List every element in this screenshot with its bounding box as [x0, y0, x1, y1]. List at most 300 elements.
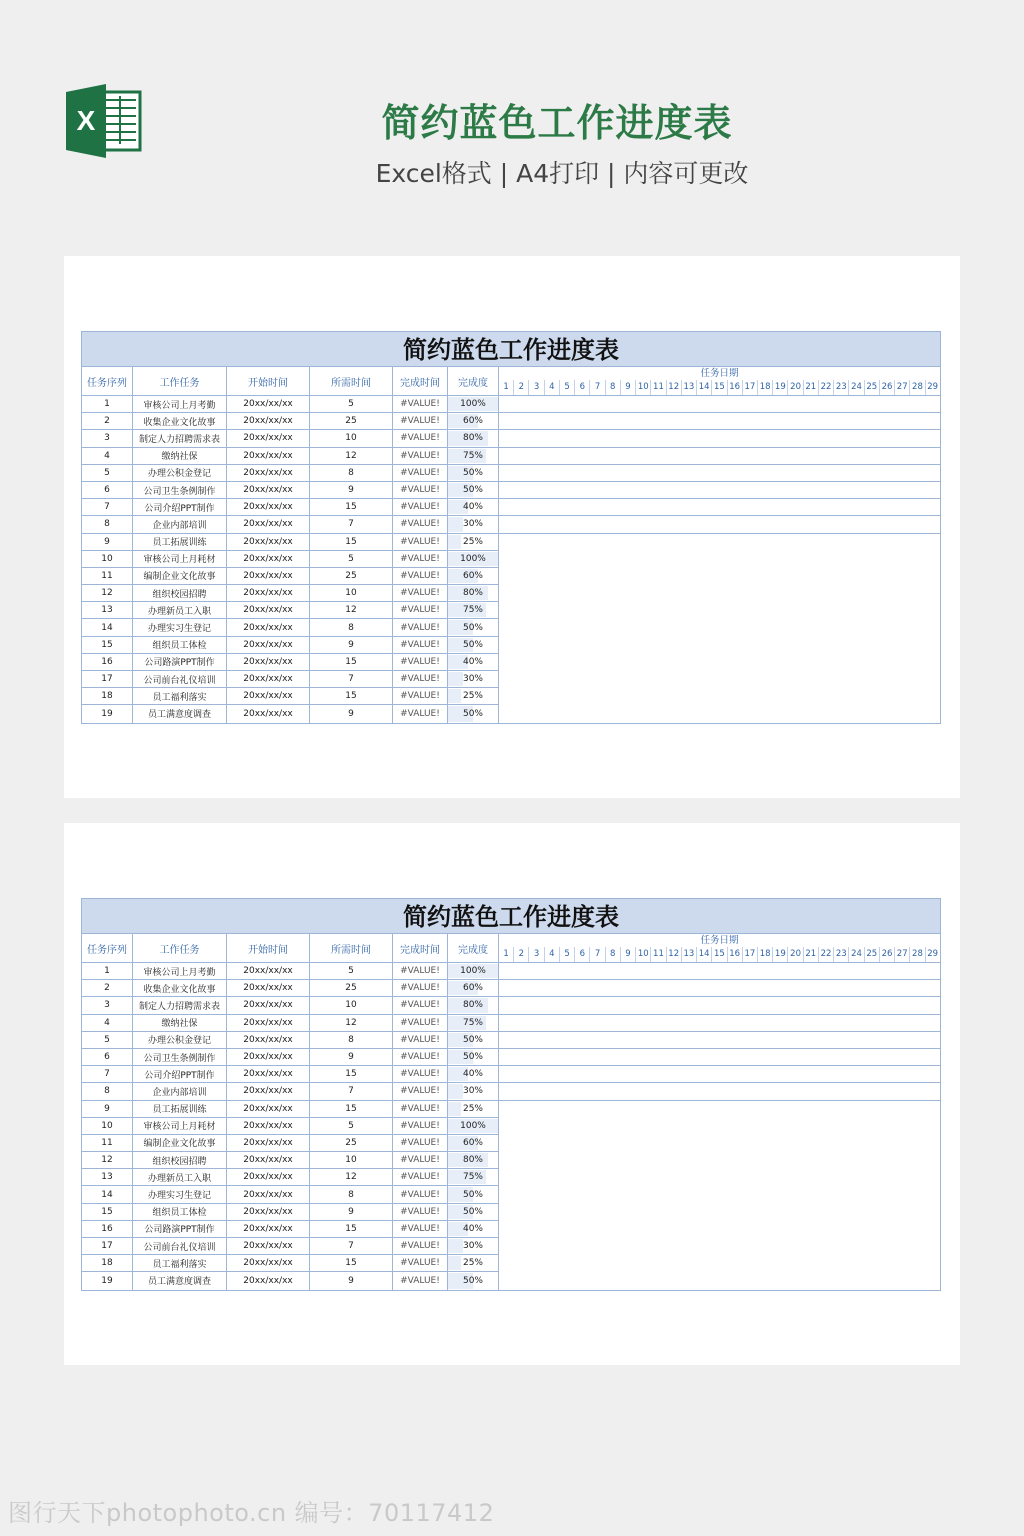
cell-progress[interactable]: [448, 1169, 499, 1186]
cell-need[interactable]: 9: [310, 482, 393, 499]
cell-no[interactable]: 5: [82, 465, 133, 482]
cell-need[interactable]: 12: [310, 448, 393, 465]
table-row: [82, 1135, 940, 1152]
cell-progress[interactable]: [448, 688, 499, 705]
cell-no[interactable]: 14: [82, 1186, 133, 1203]
day-header: 2: [514, 380, 529, 395]
column-header: 完成时间: [393, 934, 448, 962]
cell-progress[interactable]: [448, 430, 499, 447]
cell-done[interactable]: #VALUE!: [393, 585, 448, 602]
cell-no[interactable]: 19: [82, 705, 133, 722]
cell-need[interactable]: 25: [310, 980, 393, 997]
cell-progress[interactable]: [448, 1186, 499, 1203]
cell-done[interactable]: #VALUE!: [393, 465, 448, 482]
cell-no[interactable]: 16: [82, 654, 133, 671]
cell-task[interactable]: 公司介绍PPT制作: [133, 1066, 227, 1083]
column-header: 完成度: [448, 367, 499, 395]
cell-task[interactable]: 员工福利落实: [133, 1255, 227, 1272]
cell-no[interactable]: 2: [82, 413, 133, 430]
cell-task[interactable]: 办理公积金登记: [133, 465, 227, 482]
cell-need[interactable]: 5: [310, 1118, 393, 1135]
cell-no[interactable]: 2: [82, 980, 133, 997]
cell-done[interactable]: #VALUE!: [393, 516, 448, 533]
cell-done[interactable]: #VALUE!: [393, 671, 448, 688]
gantt-cell[interactable]: [499, 551, 940, 568]
gantt-cell[interactable]: [499, 619, 940, 636]
cell-start[interactable]: 20xx/xx/xx: [227, 1066, 310, 1083]
cell-start[interactable]: 20xx/xx/xx: [227, 1221, 310, 1238]
cell-need[interactable]: 10: [310, 997, 393, 1014]
cell-task[interactable]: 公司介绍PPT制作: [133, 499, 227, 516]
cell-need[interactable]: 25: [310, 1135, 393, 1152]
cell-need[interactable]: 9: [310, 1272, 393, 1289]
cell-task[interactable]: 组织员工体检: [133, 1204, 227, 1221]
cell-start[interactable]: 20xx/xx/xx: [227, 585, 310, 602]
gantt-cell[interactable]: [499, 1272, 940, 1289]
gantt-cell[interactable]: [499, 568, 940, 585]
cell-done[interactable]: #VALUE!: [393, 430, 448, 447]
cell-no[interactable]: 16: [82, 1221, 133, 1238]
cell-task[interactable]: 办理实习生登记: [133, 1186, 227, 1203]
cell-task[interactable]: 员工拓展训练: [133, 534, 227, 551]
cell-progress[interactable]: [448, 482, 499, 499]
cell-need[interactable]: 12: [310, 1169, 393, 1186]
gantt-cell[interactable]: [499, 516, 940, 533]
cell-start[interactable]: 20xx/xx/xx: [227, 1186, 310, 1203]
cell-done[interactable]: #VALUE!: [393, 413, 448, 430]
cell-start[interactable]: 20xx/xx/xx: [227, 482, 310, 499]
cell-start[interactable]: 20xx/xx/xx: [227, 465, 310, 482]
cell-progress[interactable]: [448, 1255, 499, 1272]
gantt-cell[interactable]: [499, 671, 940, 688]
cell-done[interactable]: #VALUE!: [393, 1015, 448, 1032]
cell-start[interactable]: 20xx/xx/xx: [227, 1272, 310, 1289]
day-header: 1: [499, 947, 514, 962]
cell-start[interactable]: 20xx/xx/xx: [227, 1135, 310, 1152]
cell-start[interactable]: 20xx/xx/xx: [227, 430, 310, 447]
cell-start[interactable]: 20xx/xx/xx: [227, 705, 310, 722]
cell-done[interactable]: #VALUE!: [393, 499, 448, 516]
cell-done[interactable]: #VALUE!: [393, 1101, 448, 1118]
cell-task[interactable]: 公司卫生条例制作: [133, 1049, 227, 1066]
cell-need[interactable]: 15: [310, 1066, 393, 1083]
cell-need[interactable]: 10: [310, 430, 393, 447]
gantt-cell[interactable]: [499, 1101, 940, 1118]
table-row: [82, 1255, 940, 1272]
cell-task[interactable]: 办理新员工入职: [133, 602, 227, 619]
cell-need[interactable]: 5: [310, 551, 393, 568]
table-row: [82, 1186, 940, 1203]
day-header: 28: [910, 380, 925, 395]
cell-need[interactable]: 15: [310, 1101, 393, 1118]
day-header: 17: [743, 947, 758, 962]
cell-task[interactable]: 审核公司上月考勤: [133, 963, 227, 980]
cell-start[interactable]: 20xx/xx/xx: [227, 551, 310, 568]
day-header: 20: [788, 380, 803, 395]
cell-done[interactable]: #VALUE!: [393, 1049, 448, 1066]
cell-task[interactable]: 缴纳社保: [133, 448, 227, 465]
cell-done[interactable]: #VALUE!: [393, 1204, 448, 1221]
cell-start[interactable]: 20xx/xx/xx: [227, 413, 310, 430]
cell-progress[interactable]: [448, 1101, 499, 1118]
progress-text: 50%: [462, 639, 483, 650]
cell-need[interactable]: 7: [310, 1083, 393, 1100]
cell-task[interactable]: 公司路演PPT制作: [133, 654, 227, 671]
cell-progress[interactable]: [448, 654, 499, 671]
cell-progress[interactable]: [448, 619, 499, 636]
cell-start[interactable]: 20xx/xx/xx: [227, 671, 310, 688]
cell-progress[interactable]: [448, 1221, 499, 1238]
cell-need[interactable]: 9: [310, 1204, 393, 1221]
cell-start[interactable]: 20xx/xx/xx: [227, 448, 310, 465]
gantt-cell[interactable]: [499, 1135, 940, 1152]
day-header: 11: [651, 947, 666, 962]
cell-start[interactable]: 20xx/xx/xx: [227, 637, 310, 654]
cell-no[interactable]: 10: [82, 551, 133, 568]
cell-done[interactable]: #VALUE!: [393, 1169, 448, 1186]
cell-no[interactable]: 15: [82, 1204, 133, 1221]
cell-need[interactable]: 8: [310, 465, 393, 482]
cell-progress[interactable]: [448, 637, 499, 654]
cell-start[interactable]: 20xx/xx/xx: [227, 963, 310, 980]
cell-progress[interactable]: [448, 1015, 499, 1032]
cell-task[interactable]: 组织员工体检: [133, 637, 227, 654]
gantt-cell[interactable]: [499, 654, 940, 671]
cell-start[interactable]: 20xx/xx/xx: [227, 534, 310, 551]
cell-progress[interactable]: [448, 1066, 499, 1083]
cell-done[interactable]: #VALUE!: [393, 637, 448, 654]
cell-progress[interactable]: [448, 448, 499, 465]
cell-progress[interactable]: [448, 499, 499, 516]
cell-done[interactable]: #VALUE!: [393, 1066, 448, 1083]
cell-need[interactable]: 5: [310, 396, 393, 413]
cell-start[interactable]: 20xx/xx/xx: [227, 688, 310, 705]
cell-task[interactable]: 办理公积金登记: [133, 1032, 227, 1049]
gantt-cell[interactable]: [499, 1118, 940, 1135]
table-row: [82, 1101, 940, 1118]
cell-done[interactable]: #VALUE!: [393, 1118, 448, 1135]
cell-done[interactable]: #VALUE!: [393, 551, 448, 568]
cell-no[interactable]: 8: [82, 516, 133, 533]
cell-need[interactable]: 12: [310, 602, 393, 619]
cell-progress[interactable]: [448, 568, 499, 585]
cell-progress[interactable]: [448, 465, 499, 482]
cell-done[interactable]: #VALUE!: [393, 1135, 448, 1152]
cell-start[interactable]: 20xx/xx/xx: [227, 1152, 310, 1169]
cell-done[interactable]: #VALUE!: [393, 619, 448, 636]
cell-no[interactable]: 19: [82, 1272, 133, 1289]
day-header: 22: [819, 380, 834, 395]
cell-task[interactable]: 制定人力招聘需求表: [133, 430, 227, 447]
cell-no[interactable]: 6: [82, 1049, 133, 1066]
gantt-cell[interactable]: [499, 705, 940, 722]
cell-no[interactable]: 12: [82, 1152, 133, 1169]
cell-start[interactable]: 20xx/xx/xx: [227, 602, 310, 619]
day-header: 16: [728, 947, 743, 962]
cell-task[interactable]: 审核公司上月考勤: [133, 396, 227, 413]
cell-start[interactable]: 20xx/xx/xx: [227, 1049, 310, 1066]
gantt-cell[interactable]: [499, 430, 940, 447]
cell-done[interactable]: #VALUE!: [393, 1083, 448, 1100]
cell-done[interactable]: #VALUE!: [393, 1221, 448, 1238]
cell-progress[interactable]: [448, 585, 499, 602]
cell-progress[interactable]: [448, 1272, 499, 1289]
cell-need[interactable]: 12: [310, 1015, 393, 1032]
cell-progress[interactable]: [448, 671, 499, 688]
table-row: [82, 1083, 940, 1100]
table-row: [82, 688, 940, 705]
cell-task[interactable]: 组织校园招聘: [133, 585, 227, 602]
table-row: [82, 997, 940, 1014]
cell-start[interactable]: 20xx/xx/xx: [227, 1101, 310, 1118]
cell-done[interactable]: #VALUE!: [393, 997, 448, 1014]
table-row: [82, 1221, 940, 1238]
gantt-cell[interactable]: [499, 1238, 940, 1255]
cell-task[interactable]: 员工福利落实: [133, 688, 227, 705]
cell-task[interactable]: 企业内部培训: [133, 516, 227, 533]
cell-progress[interactable]: [448, 1238, 499, 1255]
gantt-cell[interactable]: [499, 980, 940, 997]
gantt-cell[interactable]: [499, 1186, 940, 1203]
cell-progress[interactable]: [448, 980, 499, 997]
cell-need[interactable]: 9: [310, 1049, 393, 1066]
cell-no[interactable]: 1: [82, 396, 133, 413]
gantt-cell[interactable]: [499, 465, 940, 482]
page-title: 简约蓝色工作进度表: [381, 101, 733, 145]
cell-task[interactable]: 企业内部培训: [133, 1083, 227, 1100]
cell-no[interactable]: 6: [82, 482, 133, 499]
cell-done[interactable]: #VALUE!: [393, 602, 448, 619]
cell-start[interactable]: 20xx/xx/xx: [227, 516, 310, 533]
column-header: 开始时间: [227, 934, 310, 962]
gantt-cell[interactable]: [499, 602, 940, 619]
cell-done[interactable]: #VALUE!: [393, 1272, 448, 1289]
cell-done[interactable]: #VALUE!: [393, 654, 448, 671]
cell-done[interactable]: #VALUE!: [393, 568, 448, 585]
cell-start[interactable]: 20xx/xx/xx: [227, 568, 310, 585]
gantt-cell[interactable]: [499, 482, 940, 499]
cell-no[interactable]: 4: [82, 1015, 133, 1032]
cell-no[interactable]: 14: [82, 619, 133, 636]
cell-progress[interactable]: [448, 1032, 499, 1049]
cell-progress[interactable]: [448, 534, 499, 551]
cell-need[interactable]: 9: [310, 705, 393, 722]
day-header: 22: [819, 947, 834, 962]
gantt-cell[interactable]: [499, 1255, 940, 1272]
cell-progress[interactable]: [448, 516, 499, 533]
cell-done[interactable]: #VALUE!: [393, 1186, 448, 1203]
cell-done[interactable]: #VALUE!: [393, 980, 448, 997]
cell-no[interactable]: 15: [82, 637, 133, 654]
cell-done[interactable]: #VALUE!: [393, 688, 448, 705]
gantt-cell[interactable]: [499, 963, 940, 980]
cell-task[interactable]: 公司前台礼仪培训: [133, 1238, 227, 1255]
progress-text: 100%: [460, 399, 486, 410]
gantt-cell[interactable]: [499, 1152, 940, 1169]
gantt-cell[interactable]: [499, 688, 940, 705]
table-row: [82, 396, 940, 413]
cell-start[interactable]: 20xx/xx/xx: [227, 1169, 310, 1186]
cell-progress[interactable]: [448, 551, 499, 568]
cell-no[interactable]: 9: [82, 534, 133, 551]
cell-start[interactable]: 20xx/xx/xx: [227, 1204, 310, 1221]
cell-progress[interactable]: [448, 997, 499, 1014]
cell-task[interactable]: 收集企业文化故事: [133, 413, 227, 430]
cell-need[interactable]: 15: [310, 654, 393, 671]
cell-start[interactable]: 20xx/xx/xx: [227, 1032, 310, 1049]
gantt-cell[interactable]: [499, 585, 940, 602]
cell-no[interactable]: 9: [82, 1101, 133, 1118]
cell-no[interactable]: 3: [82, 997, 133, 1014]
cell-start[interactable]: 20xx/xx/xx: [227, 1255, 310, 1272]
cell-need[interactable]: 15: [310, 1221, 393, 1238]
cell-progress[interactable]: [448, 602, 499, 619]
cell-need[interactable]: 15: [310, 534, 393, 551]
cell-start[interactable]: 20xx/xx/xx: [227, 1238, 310, 1255]
cell-start[interactable]: 20xx/xx/xx: [227, 1083, 310, 1100]
day-header: 17: [743, 380, 758, 395]
cell-no[interactable]: 13: [82, 1169, 133, 1186]
gantt-cell[interactable]: [499, 396, 940, 413]
cell-start[interactable]: 20xx/xx/xx: [227, 396, 310, 413]
cell-no[interactable]: 5: [82, 1032, 133, 1049]
cell-done[interactable]: #VALUE!: [393, 1152, 448, 1169]
cell-task[interactable]: 公司路演PPT制作: [133, 1221, 227, 1238]
cell-task[interactable]: 组织校园招聘: [133, 1152, 227, 1169]
cell-task[interactable]: 公司前台礼仪培训: [133, 671, 227, 688]
gantt-cell[interactable]: [499, 1204, 940, 1221]
cell-no[interactable]: 11: [82, 1135, 133, 1152]
gantt-cell[interactable]: [499, 1015, 940, 1032]
cell-need[interactable]: 5: [310, 963, 393, 980]
progress-text: 40%: [462, 656, 483, 667]
cell-no[interactable]: 7: [82, 499, 133, 516]
table-header: [82, 367, 940, 396]
cell-need[interactable]: 7: [310, 1238, 393, 1255]
cell-done[interactable]: #VALUE!: [393, 396, 448, 413]
cell-task[interactable]: 编制企业文化故事: [133, 1135, 227, 1152]
cell-task[interactable]: 办理实习生登记: [133, 619, 227, 636]
cell-no[interactable]: 17: [82, 671, 133, 688]
cell-need[interactable]: 15: [310, 688, 393, 705]
gantt-cell[interactable]: [499, 448, 940, 465]
cell-progress[interactable]: [448, 413, 499, 430]
cell-done[interactable]: #VALUE!: [393, 482, 448, 499]
cell-no[interactable]: 11: [82, 568, 133, 585]
cell-progress[interactable]: [448, 1118, 499, 1135]
cell-need[interactable]: 15: [310, 499, 393, 516]
cell-done[interactable]: #VALUE!: [393, 705, 448, 722]
cell-start[interactable]: 20xx/xx/xx: [227, 654, 310, 671]
gantt-cell[interactable]: [499, 499, 940, 516]
gantt-cell[interactable]: [499, 1083, 940, 1100]
cell-need[interactable]: 25: [310, 413, 393, 430]
gantt-cell[interactable]: [499, 1221, 940, 1238]
cell-task[interactable]: 员工满意度调查: [133, 705, 227, 722]
cell-start[interactable]: 20xx/xx/xx: [227, 980, 310, 997]
gantt-cell[interactable]: [499, 997, 940, 1014]
gantt-cell[interactable]: [499, 1066, 940, 1083]
cell-task[interactable]: 缴纳社保: [133, 1015, 227, 1032]
progress-text: 80%: [462, 1000, 483, 1011]
cell-need[interactable]: 8: [310, 1032, 393, 1049]
cell-progress[interactable]: [448, 396, 499, 413]
cell-need[interactable]: 10: [310, 1152, 393, 1169]
cell-no[interactable]: 17: [82, 1238, 133, 1255]
progress-bar: [448, 535, 461, 549]
cell-start[interactable]: 20xx/xx/xx: [227, 499, 310, 516]
gantt-cell[interactable]: [499, 1169, 940, 1186]
cell-task[interactable]: 收集企业文化故事: [133, 980, 227, 997]
cell-need[interactable]: 15: [310, 1255, 393, 1272]
gantt-cell[interactable]: [499, 1049, 940, 1066]
gantt-cell[interactable]: [499, 534, 940, 551]
cell-start[interactable]: 20xx/xx/xx: [227, 1015, 310, 1032]
cell-task[interactable]: 公司卫生条例制作: [133, 482, 227, 499]
cell-need[interactable]: 7: [310, 671, 393, 688]
cell-no[interactable]: 1: [82, 963, 133, 980]
cell-progress[interactable]: [448, 1135, 499, 1152]
cell-task[interactable]: 员工满意度调查: [133, 1272, 227, 1289]
cell-task[interactable]: 审核公司上月耗材: [133, 1118, 227, 1135]
cell-task[interactable]: 编制企业文化故事: [133, 568, 227, 585]
cell-no[interactable]: 18: [82, 1255, 133, 1272]
cell-progress[interactable]: [448, 1049, 499, 1066]
cell-progress[interactable]: [448, 963, 499, 980]
cell-no[interactable]: 3: [82, 430, 133, 447]
cell-start[interactable]: 20xx/xx/xx: [227, 997, 310, 1014]
cell-start[interactable]: 20xx/xx/xx: [227, 619, 310, 636]
cell-need[interactable]: 25: [310, 568, 393, 585]
cell-progress[interactable]: [448, 1083, 499, 1100]
gantt-cell[interactable]: [499, 413, 940, 430]
cell-progress[interactable]: [448, 1204, 499, 1221]
cell-no[interactable]: 13: [82, 602, 133, 619]
cell-no[interactable]: 12: [82, 585, 133, 602]
cell-no[interactable]: 8: [82, 1083, 133, 1100]
cell-no[interactable]: 7: [82, 1066, 133, 1083]
cell-start[interactable]: 20xx/xx/xx: [227, 1118, 310, 1135]
cell-need[interactable]: 9: [310, 637, 393, 654]
cell-done[interactable]: #VALUE!: [393, 1255, 448, 1272]
cell-task[interactable]: 制定人力招聘需求表: [133, 997, 227, 1014]
gantt-cell[interactable]: [499, 1032, 940, 1049]
cell-no[interactable]: 4: [82, 448, 133, 465]
cell-need[interactable]: 7: [310, 516, 393, 533]
cell-done[interactable]: #VALUE!: [393, 1032, 448, 1049]
cell-done[interactable]: #VALUE!: [393, 1238, 448, 1255]
cell-no[interactable]: 18: [82, 688, 133, 705]
day-header: 15: [712, 380, 727, 395]
cell-progress[interactable]: [448, 1152, 499, 1169]
table-row: [82, 963, 940, 980]
progress-text: 25%: [462, 1103, 483, 1114]
cell-need[interactable]: 8: [310, 619, 393, 636]
cell-done[interactable]: #VALUE!: [393, 534, 448, 551]
cell-done[interactable]: #VALUE!: [393, 448, 448, 465]
day-header: 11: [651, 380, 666, 395]
cell-progress[interactable]: [448, 705, 499, 722]
cell-task[interactable]: 审核公司上月耗材: [133, 551, 227, 568]
watermark: 图行天下photophoto.cn 编号：70117412: [8, 1499, 495, 1527]
cell-task[interactable]: 办理新员工入职: [133, 1169, 227, 1186]
cell-need[interactable]: 10: [310, 585, 393, 602]
cell-task[interactable]: 员工拓展训练: [133, 1101, 227, 1118]
cell-need[interactable]: 8: [310, 1186, 393, 1203]
cell-no[interactable]: 10: [82, 1118, 133, 1135]
cell-done[interactable]: #VALUE!: [393, 963, 448, 980]
gantt-cell[interactable]: [499, 637, 940, 654]
